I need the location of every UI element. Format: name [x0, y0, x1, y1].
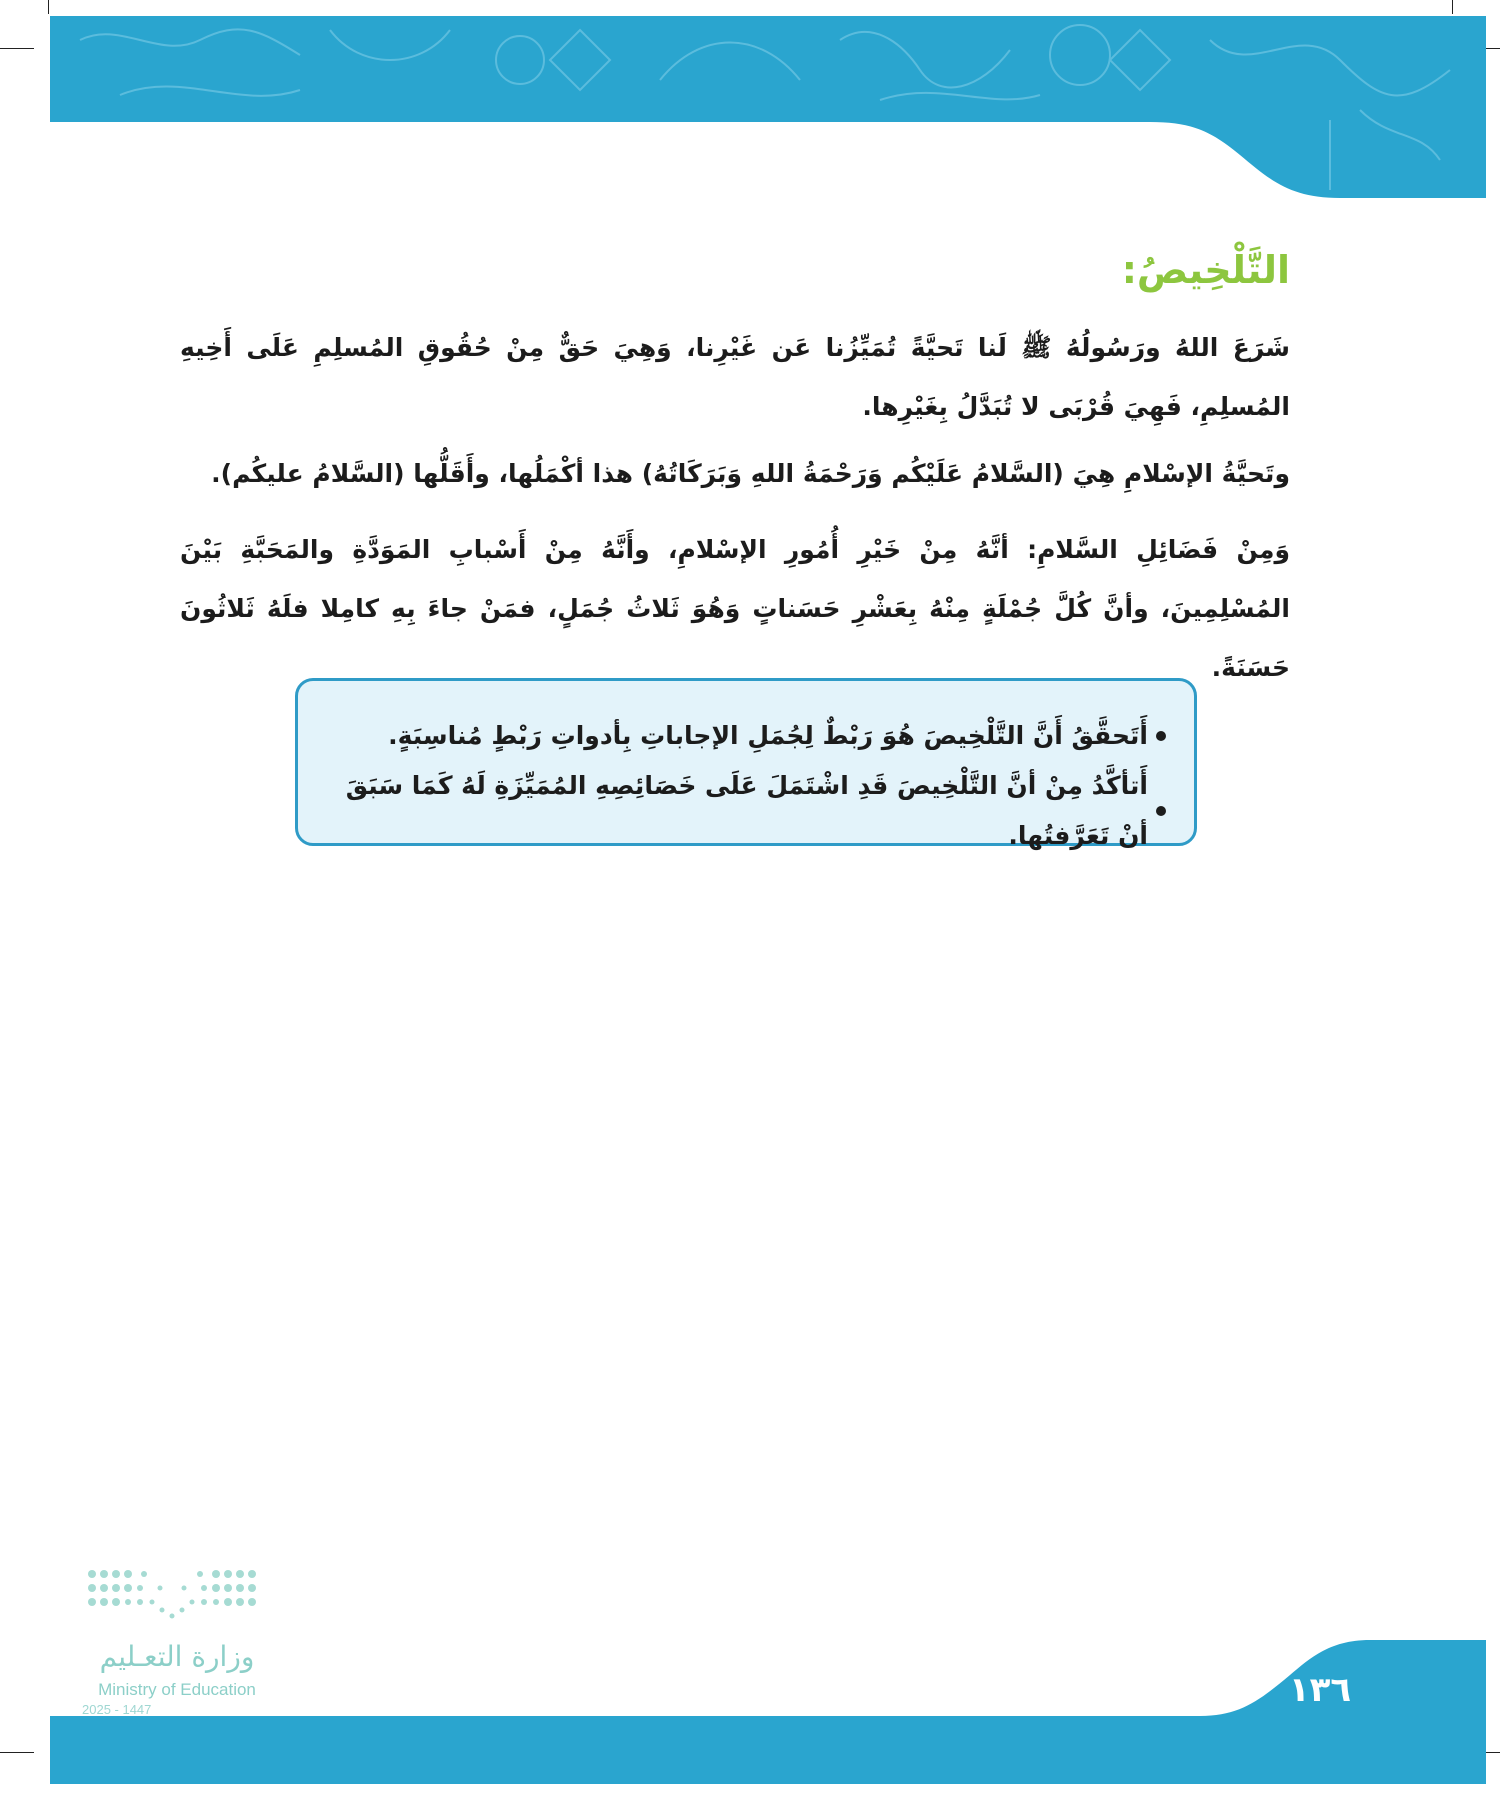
- checklist-item-text: أَتأكَّدُ مِنْ أنَّ التَّلْخِيصَ قَدِ اشْتَمَلَ عَلَى خَصَائِصِهِ المُمَيِّزَةِ لَهُ كَمَا سَبَقَ أنْ تَعَرَّفتُها.: [345, 771, 1148, 850]
- checklist-item: [326, 711, 1166, 761]
- checklist-item: [326, 761, 1166, 861]
- logo-arabic-text: وزارة التعـليم: [99, 1640, 255, 1673]
- footer-band: [0, 1630, 1500, 1800]
- section-title: التَّلْخِيصُ:: [1121, 248, 1290, 292]
- summary-paragraph: وَمِنْ فَضَائِلِ السَّلامِ: أنَّهُ مِنْ خَيْرِ أُمُورِ الإسْلامِ، وأَنَّهُ مِنْ أَسْبابِ المَوَدَّةِ والمَحَبَّةِ بَيْنَ المُسْلِمِينَ، وأنَّ كُلَّ جُمْلَةٍ مِنْهُ بِعَشْرِ حَسَناتٍ وَهُوَ ثَلاثُ جُمَلٍ، فمَنْ جاءَ بِهِ كامِلا فلَهُ ثَلاثُونَ حَسَنَةً.: [180, 535, 1290, 682]
- summary-paragraph: شَرَعَ اللهُ ورَسُولُهُ ﷺ لَنا تَحيَّةً تُمَيِّزُنا عَن غَيْرِنا، وَهِيَ حَقٌّ مِنْ حُقُوقِ المُسلِمِ عَلَى أَخِيهِ المُسلِمِ، فَهِيَ قُرْبَى لا تُبَدَّلُ بِغَيْرِها.: [180, 333, 1290, 421]
- bullet-icon: [1156, 806, 1166, 816]
- page-number: ١٣٦: [1288, 1670, 1352, 1710]
- header-band: [0, 0, 1500, 210]
- checklist-box: [295, 678, 1197, 850]
- checklist-item-text: أَتَحقَّقُ أَنَّ التَّلْخِيصَ هُوَ رَبْطٌ لِجُمَلِ الإجاباتِ بِأدواتِ رَبْطٍ مُناسِبَةٍ.: [388, 721, 1148, 750]
- summary-paragraph: وتَحيَّةُ الإسْلامِ هِيَ (السَّلامُ عَلَيْكُم وَرَحْمَةُ اللهِ وَبَرَكَاتُهُ) هذا أكْمَلُها، وأَقَلُّها (السَّلامُ عليكُم).: [211, 459, 1290, 488]
- logo-english-text: Ministry of Education: [98, 1680, 256, 1699]
- logo-year: 2025 - 1447: [82, 1702, 152, 1717]
- bullet-icon: [1156, 731, 1166, 741]
